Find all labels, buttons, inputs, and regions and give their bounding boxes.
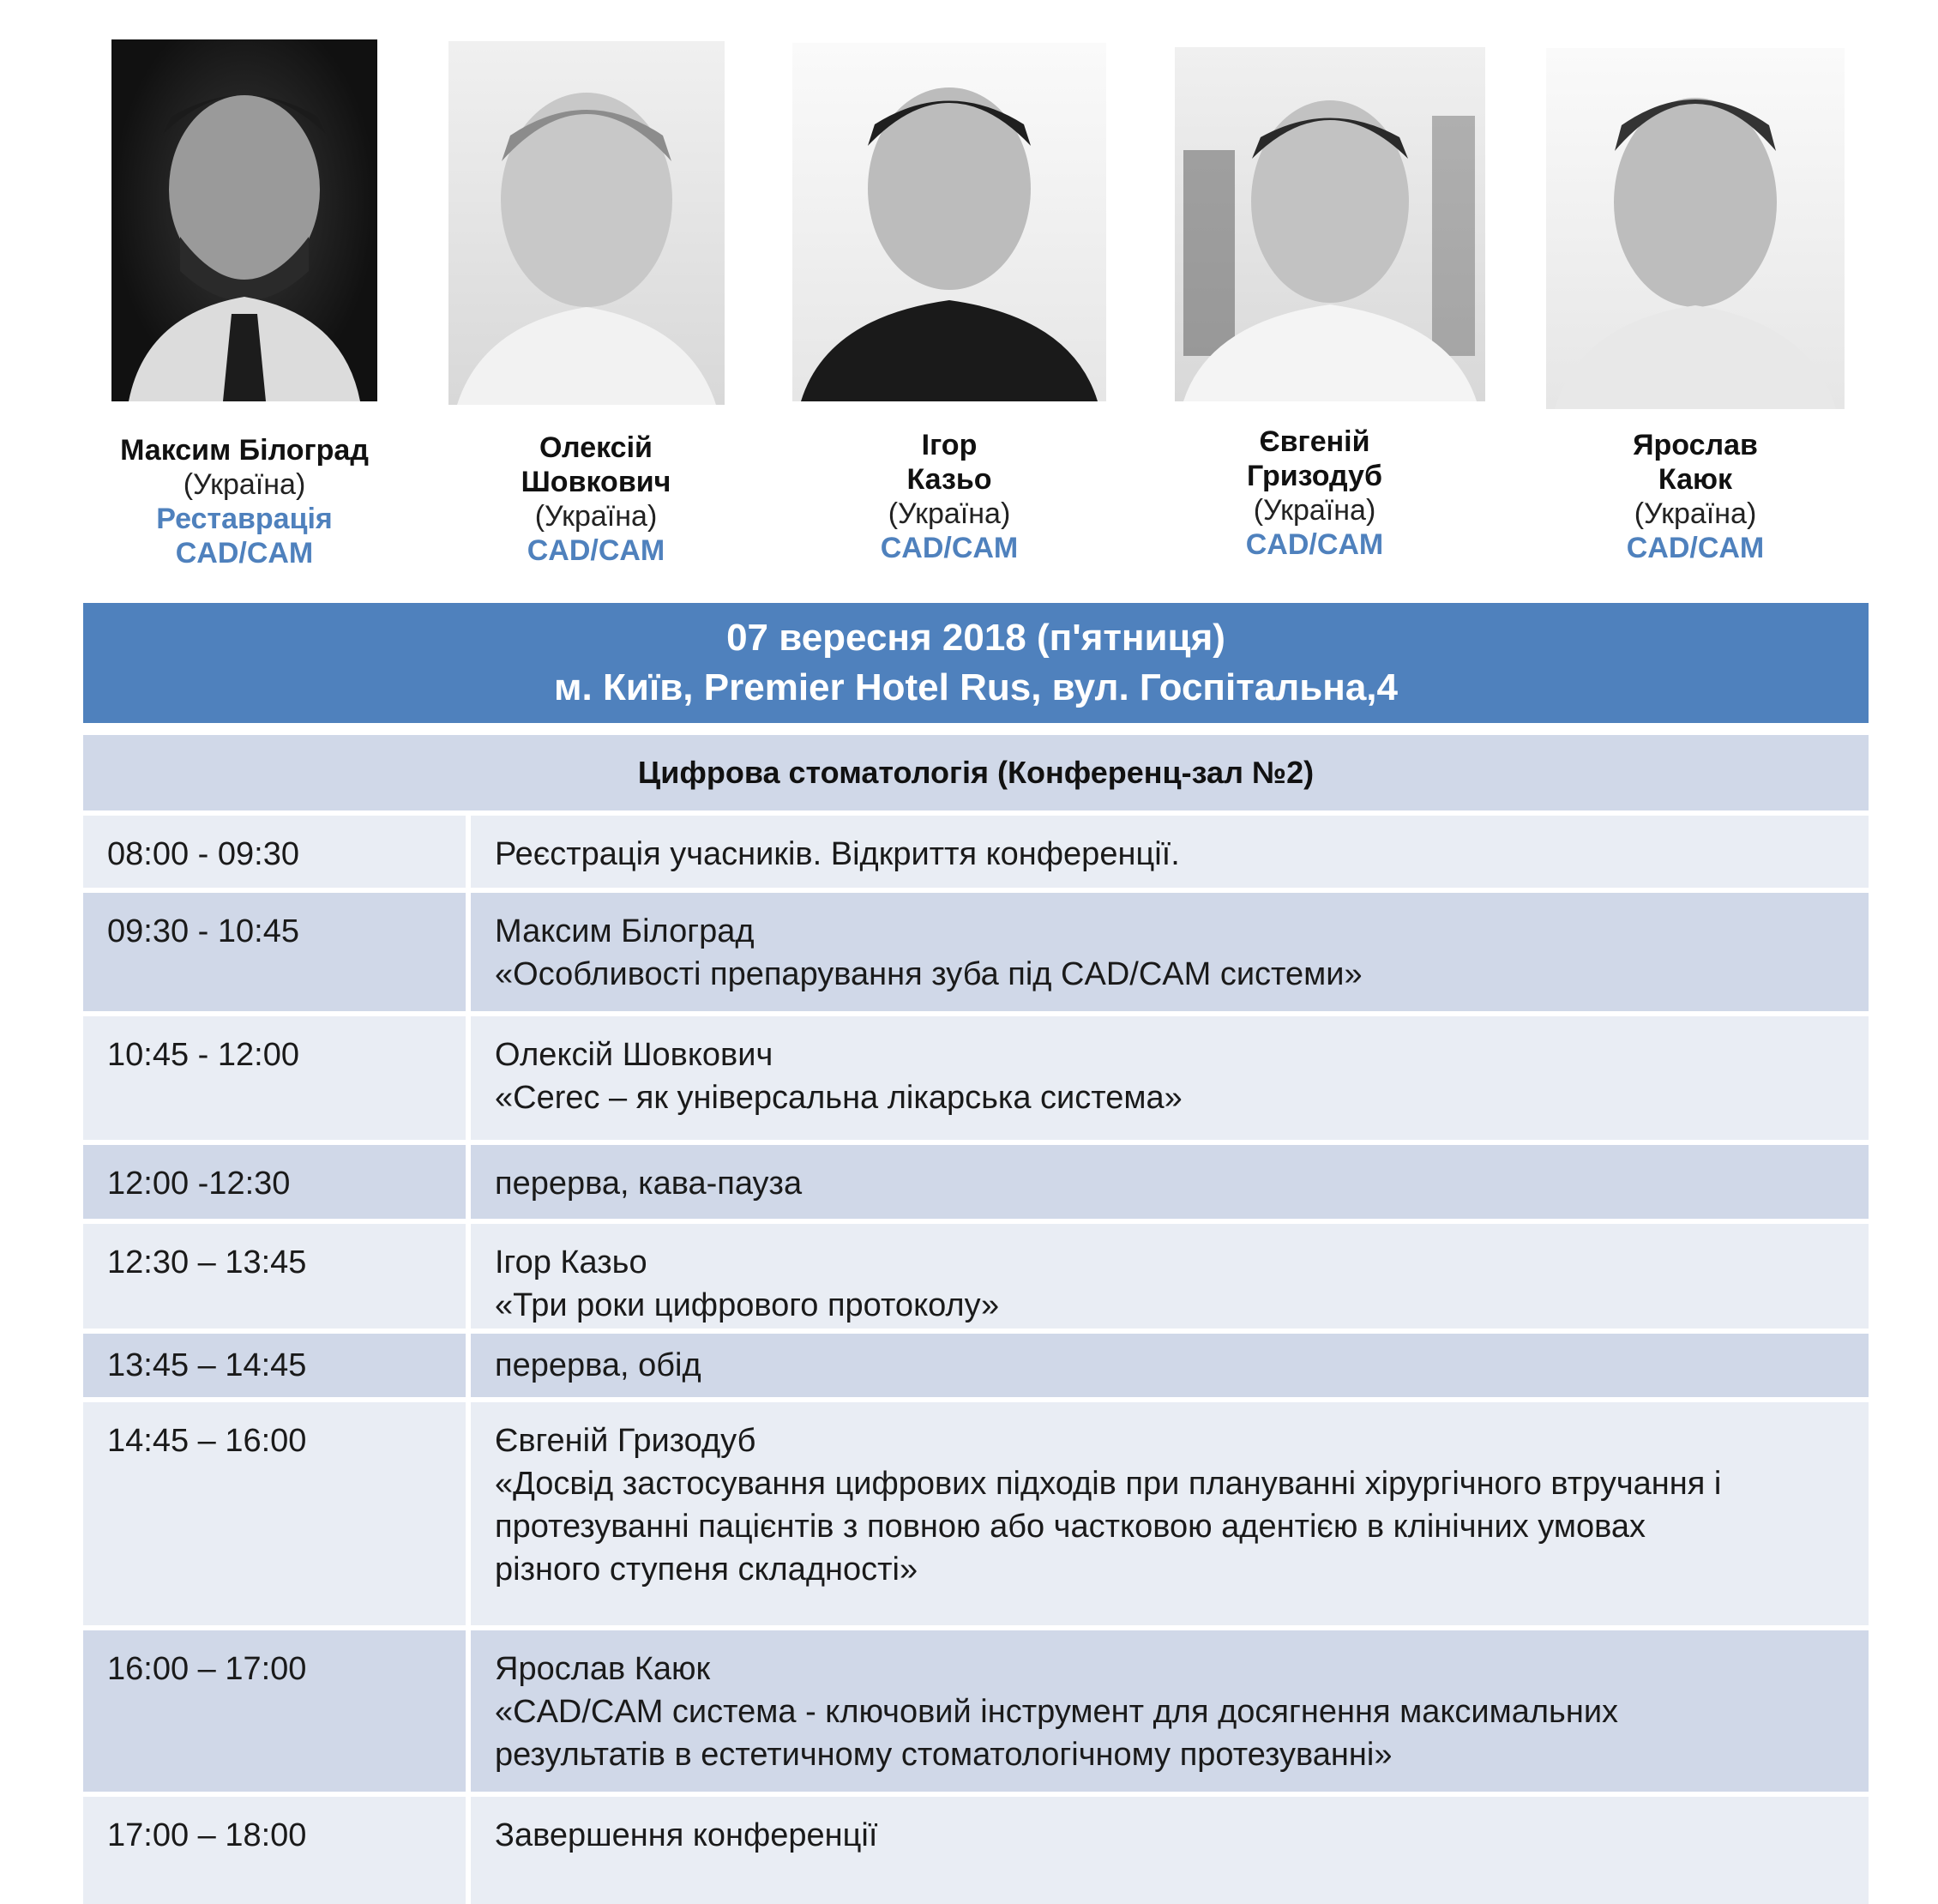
schedule-description: Олексій Шовкович «Cerec – як універсальна лікарська система» xyxy=(495,1037,1183,1116)
speaker-caption-5 xyxy=(1532,428,1858,565)
schedule-row xyxy=(83,1797,1869,1904)
speaker-topic: CAD/CAM xyxy=(1245,528,1384,561)
schedule-description: Ярослав Каюк «CAD/CAM система - ключовий інструмент для досягнення максимальних результатів в естетичному стоматологічному протезуванні» xyxy=(495,1651,1619,1773)
schedule-row xyxy=(83,1145,1869,1219)
speaker-photo-2 xyxy=(448,41,725,405)
event-venue: м. Київ, Premier Hotel Rus, вул. Госпітальна,4 xyxy=(553,666,1398,708)
speaker-country: (Україна) xyxy=(534,500,658,533)
speaker-name: Казьо xyxy=(906,463,992,496)
schedule-time: 10:45 - 12:00 xyxy=(107,1037,299,1073)
speaker-caption-3 xyxy=(786,428,1112,565)
schedule-time: 17:00 – 18:00 xyxy=(107,1817,307,1853)
schedule-time: 13:45 – 14:45 xyxy=(107,1347,307,1383)
speaker-name: Ярослав xyxy=(1633,429,1758,461)
speaker-country: (Україна) xyxy=(1253,494,1376,527)
schedule-row xyxy=(83,1402,1869,1625)
event-date: 07 вересня 2018 (п'ятниця) xyxy=(726,617,1225,659)
schedule-time: 12:00 -12:30 xyxy=(107,1166,291,1202)
speaker-photo-3 xyxy=(792,43,1106,401)
speaker-name: Олексій xyxy=(539,431,653,464)
schedule-time: 08:00 - 09:30 xyxy=(107,836,299,872)
speaker-name: Євгеній xyxy=(1259,425,1370,458)
schedule-row xyxy=(83,1224,1869,1329)
speaker-photo-5 xyxy=(1546,48,1845,409)
speaker-name: Максим Білоград xyxy=(120,434,369,467)
schedule-description: Максим Білоград «Особливості препарування зуба під CAD/CAM системи» xyxy=(495,913,1363,992)
speaker-caption-1 xyxy=(81,433,407,570)
portrait-silhouette-icon xyxy=(1175,47,1485,401)
speaker-topic: CAD/CAM xyxy=(880,532,1019,564)
speaker-country: (Україна) xyxy=(1634,497,1757,530)
speaker-photo-1 xyxy=(111,39,377,401)
speaker-topic: CAD/CAM xyxy=(527,534,665,567)
schedule-description: Ігор Казьо «Три роки цифрового протоколу» xyxy=(495,1244,1000,1323)
event-banner xyxy=(83,603,1869,723)
schedule-row xyxy=(83,893,1869,1011)
schedule-description: Реєстрація учасників. Відкриття конференції. xyxy=(495,836,1180,872)
schedule-description: перерва, обід xyxy=(495,1347,701,1383)
schedule-time: 09:30 - 10:45 xyxy=(107,913,299,949)
portrait-silhouette-icon xyxy=(792,43,1106,401)
speaker-name: Гризодуб xyxy=(1247,460,1382,492)
speaker-name: Ігор xyxy=(921,429,978,461)
speaker-caption-2 xyxy=(433,431,759,568)
speaker-caption-4 xyxy=(1152,425,1478,562)
speaker-country: (Україна) xyxy=(183,468,306,501)
schedule-row xyxy=(83,816,1869,888)
schedule-time: 16:00 – 17:00 xyxy=(107,1651,307,1687)
speaker-name: Шовкович xyxy=(521,466,671,498)
schedule-description: Євгеній Гризодуб «Досвід застосування цифрових підходів при плануванні хірургічного втручання і протезуванні пацієнтів з повною або частковою адентією в клінічних умовах різного ступеня складності» xyxy=(495,1423,1722,1588)
schedule-description: перерва, кава-пауза xyxy=(495,1166,803,1202)
schedule-time: 12:30 – 13:45 xyxy=(107,1244,307,1280)
schedule-description: Завершення конференції xyxy=(495,1817,878,1853)
speaker-topic: CAD/CAM xyxy=(1626,532,1765,564)
speaker-name: Каюк xyxy=(1658,463,1733,496)
speaker-photo-4 xyxy=(1175,47,1485,401)
schedule-row xyxy=(83,1630,1869,1792)
speaker-topic: Реставрація xyxy=(156,503,333,535)
schedule-time: 14:45 – 16:00 xyxy=(107,1423,307,1459)
portrait-silhouette-icon xyxy=(111,39,377,401)
portrait-silhouette-icon xyxy=(448,41,725,405)
schedule-row xyxy=(83,1016,1869,1140)
schedule-row xyxy=(83,1334,1869,1397)
section-title: Цифрова стоматологія (Конференц-зал №2) xyxy=(83,735,1869,810)
portrait-silhouette-icon xyxy=(1546,48,1845,409)
speaker-country: (Україна) xyxy=(888,497,1011,530)
speaker-topic: CAD/CAM xyxy=(175,537,314,569)
